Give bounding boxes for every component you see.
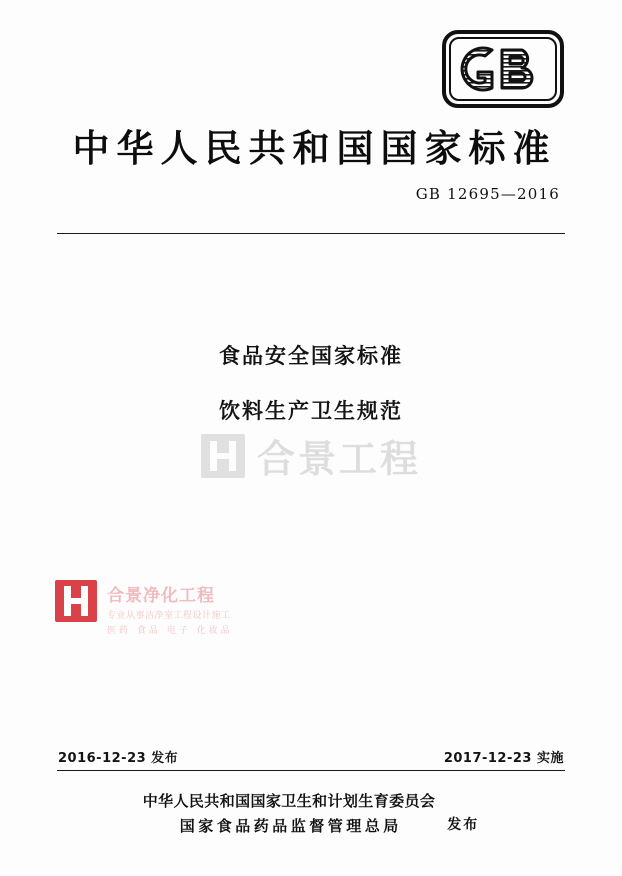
hejing-logo-icon xyxy=(201,434,245,478)
watermark-left xyxy=(55,580,233,636)
watermark-left-line-1: 合景净化工程 xyxy=(107,586,215,606)
gb-emblem-icon xyxy=(442,30,564,108)
issue-date: 2016-12-23 发布 xyxy=(58,751,179,766)
publish-word: 发布 xyxy=(447,817,480,833)
watermark-left-line-2: 专业从事洁净室工程设计施工 xyxy=(107,611,231,621)
standard-code: GB 12695—2016 xyxy=(415,185,560,203)
effective-date: 2017-12-23 实施 xyxy=(443,751,564,766)
hejing-logo-icon-red xyxy=(55,580,97,622)
document-title-line-2: 饮料生产卫生规范 xyxy=(219,399,403,423)
page-title: 中华人民共和国国家标准 xyxy=(72,126,557,170)
issuer-line-1: 中华人民共和国国家卫生和计划生育委员会 xyxy=(142,792,436,810)
issuer-block xyxy=(0,790,622,836)
divider-bottom xyxy=(57,770,565,771)
watermark-center xyxy=(0,428,622,483)
document-title-line-1: 食品安全国家标准 xyxy=(219,344,403,368)
watermark-center-text: 合景工程 xyxy=(256,437,421,481)
hejing-logo-bar-red xyxy=(64,598,88,604)
watermark-left-text xyxy=(107,580,233,636)
document-title-block xyxy=(0,340,622,425)
issuer-line-2: 国家食品药品监督管理总局 xyxy=(179,817,402,835)
divider-top xyxy=(57,233,565,234)
watermark-left-line-3: 医药 食品 电子 化妆品 xyxy=(107,626,233,636)
hejing-logo-bar xyxy=(210,453,236,459)
